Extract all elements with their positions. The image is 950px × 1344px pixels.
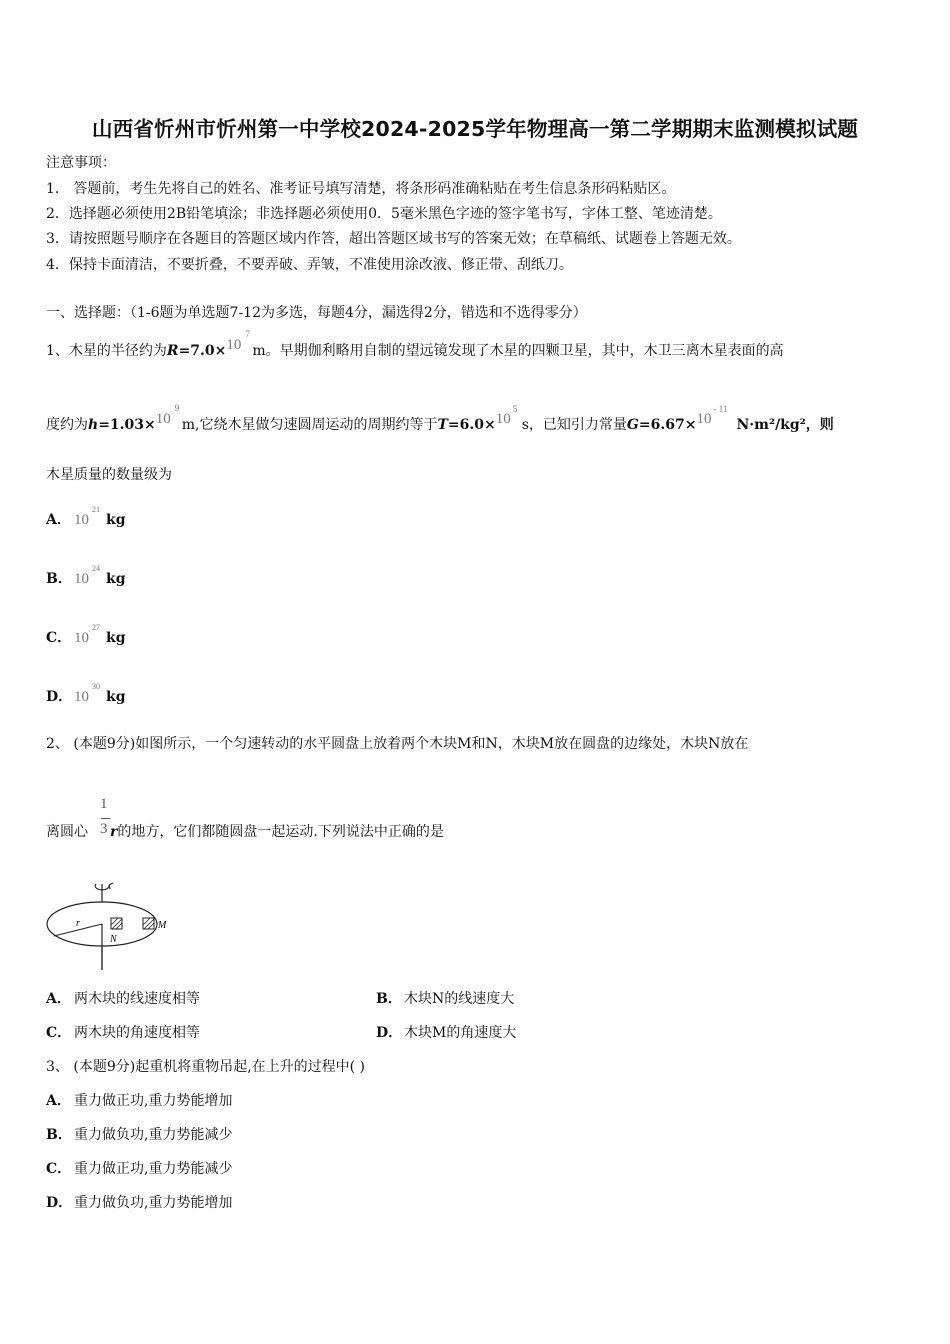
q2-text-a: 离圆心 <box>46 824 88 840</box>
q1-option-d-letter: D． <box>46 689 73 705</box>
q2-fraction-numerator: 1 <box>100 796 108 812</box>
q1-text-d: m,它绕木星做匀速圆周运动的周期约等于 <box>181 417 438 433</box>
q1-R-base: 10 <box>226 337 242 353</box>
q3-option-b-text: 重力做负功,重力势能减少 <box>74 1127 233 1143</box>
q1-option-a[interactable] <box>46 505 126 529</box>
q2-option-a[interactable] <box>46 988 200 1008</box>
q1-G-value: =6.67× <box>638 417 697 433</box>
q2-option-d-text: 木块M的角速度大 <box>404 1025 517 1041</box>
q1-T-base: 10 <box>495 411 511 427</box>
q1-option-c-letter: C． <box>46 630 72 646</box>
q1-G-unit: N·m²/kg²，则 <box>736 417 834 433</box>
notice-item-4: 4．保持卡面清洁，不要折叠，不要弄破、弄皱，不准使用涂改液、修正带、刮纸刀。 <box>46 257 573 273</box>
q1-option-b[interactable] <box>46 564 126 588</box>
q1-G-base: 10 <box>696 411 712 427</box>
exam-title: 山西省忻州市忻州第一中学校2024-2025学年物理高一第二学期期末监测模拟试题 <box>91 117 859 141</box>
radius-label: r <box>76 918 80 929</box>
q1-option-d-base: 10 <box>74 689 89 705</box>
q1-option-b-exponent: 24 <box>92 564 100 573</box>
q3-stem: 3、 (本题9分)起重机将重物吊起,在上升的过程中( ) <box>46 1059 366 1075</box>
q1-line-1 <box>46 329 784 360</box>
q1-option-a-letter: A． <box>46 512 71 528</box>
q2-line-1: 2、 (本题9分)如图所示，一个匀速转动的水平圆盘上放着两个木块M和N，木块M放在圆盘的边缘处，木块N放在 <box>46 736 749 752</box>
q1-G-power <box>696 404 736 428</box>
q1-T-value: =6.0× <box>447 417 496 433</box>
q1-option-a-exponent: 21 <box>92 505 100 514</box>
notice-heading: 注意事项： <box>46 155 116 171</box>
q3-option-c-text: 重力做正功,重力势能减少 <box>74 1161 233 1177</box>
q3-option-b[interactable] <box>46 1124 232 1144</box>
q1-option-b-unit: kg <box>106 571 126 587</box>
q3-option-c-letter: C． <box>46 1161 72 1177</box>
q1-text-b: m。早期伽利略用自制的望远镜发现了木星的四颗卫星，其中，木卫三离木星表面的高 <box>252 343 784 359</box>
q1-option-a-base: 10 <box>74 512 89 528</box>
q1-option-c-exponent: 27 <box>92 623 100 632</box>
q1-option-d-power <box>74 682 106 706</box>
q1-G-symbol: G <box>626 417 639 433</box>
q2-option-c-letter: C． <box>46 1025 72 1041</box>
q2-text-b: 的地方，它们都随圆盘一起运动.下列说法中正确的是 <box>117 824 444 840</box>
q2-option-a-text: 两木块的线速度相等 <box>74 991 200 1007</box>
q1-R-power <box>226 329 252 354</box>
q2-option-a-letter: A． <box>46 991 71 1007</box>
q2-fraction-bar <box>101 818 110 819</box>
q1-option-c[interactable] <box>46 623 126 647</box>
q1-option-a-unit: kg <box>106 512 126 528</box>
q1-option-d-exponent: 30 <box>92 682 100 691</box>
q1-h-base: 10 <box>155 411 171 427</box>
block-m-label: M <box>158 920 167 931</box>
notice-item-1: 1． 答题前，考生先将自己的姓名、准考证号填写清楚，将条形码准确粘贴在考生信息条形码粘贴区。 <box>46 181 676 197</box>
q2-option-b-text: 木块N的线速度大 <box>404 991 515 1007</box>
q2-rotating-disk-figure <box>40 872 190 974</box>
q1-option-c-unit: kg <box>106 630 126 646</box>
q1-option-a-power <box>74 505 106 529</box>
q1-h-exponent: 9 <box>174 403 180 413</box>
q3-option-d[interactable] <box>46 1192 232 1212</box>
q1-option-b-letter: B． <box>46 571 72 587</box>
q2-option-b-letter: B． <box>376 991 402 1007</box>
q2-option-d-letter: D． <box>376 1025 403 1041</box>
q1-text-e: s，已知引力常量 <box>521 417 627 433</box>
q3-option-a-text: 重力做正功,重力势能增加 <box>74 1093 233 1109</box>
q3-option-c[interactable] <box>46 1158 232 1178</box>
q1-G-exponent: - 11 <box>713 404 728 414</box>
q1-T-exponent: 5 <box>512 404 518 414</box>
q1-T-power <box>495 404 522 428</box>
q2-fraction-denominator: 3 <box>100 821 108 837</box>
q3-option-a-letter: A． <box>46 1093 71 1109</box>
q1-text-c: 度约为 <box>46 417 88 433</box>
q3-option-b-letter: B． <box>46 1127 72 1143</box>
q2-r-symbol: r <box>110 824 118 840</box>
q1-option-c-base: 10 <box>74 630 89 646</box>
notice-item-3: 3．请按照题号顺序在各题目的答题区域内作答，超出答题区域书写的答案无效；在草稿纸、试题卷上答题无效。 <box>46 231 741 247</box>
q3-option-d-letter: D． <box>46 1195 73 1211</box>
q2-option-d[interactable] <box>376 1022 516 1042</box>
q1-option-b-power <box>74 564 106 588</box>
q1-h-symbol: h <box>88 417 99 433</box>
q3-option-d-text: 重力做负功,重力势能增加 <box>74 1195 233 1211</box>
section-heading: 一、选择题：（1-6题为单选题7-12为多选，每题4分，漏选得2分，错选和不选得零分） <box>46 305 587 321</box>
q1-option-d-unit: kg <box>106 689 126 705</box>
q1-text-a: 1、木星的半径约为 <box>46 343 167 359</box>
q2-option-c-text: 两木块的角速度相等 <box>74 1025 200 1041</box>
q3-option-a[interactable] <box>46 1090 232 1110</box>
q1-R-symbol: R <box>166 343 179 359</box>
q1-line-2 <box>46 403 834 434</box>
q1-h-value: =1.03× <box>98 417 156 433</box>
q2-line-2 <box>46 821 444 841</box>
rotation-arrowhead-icon <box>109 883 113 889</box>
q2-option-c[interactable] <box>46 1022 200 1042</box>
q1-option-c-power <box>74 623 106 647</box>
notice-item-2: 2．选择题必须使用2B铅笔填涂；非选择题必须使用0．5毫米黑色字迹的签字笔书写，字体工整、笔迹清楚。 <box>46 206 722 222</box>
q1-h-power <box>155 403 182 428</box>
q2-option-b[interactable] <box>376 988 514 1008</box>
q1-T-symbol: T <box>437 417 448 433</box>
q1-R-exponent: 7 <box>245 329 250 339</box>
q1-option-b-base: 10 <box>74 571 89 587</box>
q1-R-value: =7.0× <box>178 343 227 359</box>
q1-option-d[interactable] <box>46 682 126 706</box>
q1-line-3: 木星质量的数量级为 <box>46 467 172 483</box>
block-n-label: N <box>110 934 117 945</box>
